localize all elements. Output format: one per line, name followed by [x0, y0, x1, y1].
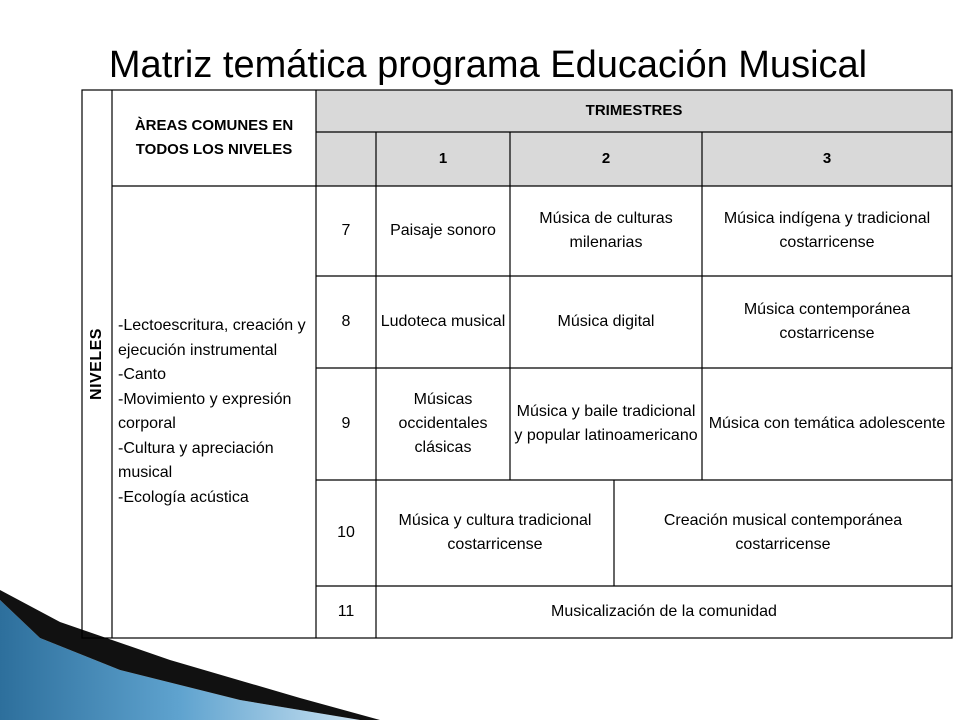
level-9-trimester-2: Música y baile tradicional y popular latinoamericano	[514, 403, 698, 444]
areas-header: ÀREAS COMUNES EN TODOS LOS NIVELES	[134, 117, 294, 158]
trimestres-header: TRIMESTRES	[585, 102, 683, 119]
trimester-1-header: 1	[438, 150, 448, 167]
level-9-trimester-3: Música con temática adolescente	[708, 415, 946, 432]
level-11: 11	[337, 603, 355, 620]
level-10-trimesters-2-3: Creación musical contemporánea costarricense	[663, 512, 903, 553]
level-8-trimester-2: Música digital	[557, 313, 655, 330]
level-8-trimester-1: Ludoteca musical	[380, 313, 506, 330]
level-7-trimester-1: Paisaje sonoro	[390, 222, 496, 239]
level-7-trimester-2: Música de culturas milenarias	[539, 210, 673, 251]
level-8: 8	[341, 313, 351, 330]
areas-list: -Lectoescritura, creación y ejecución instrumental -Canto -Movimiento y expresión corporal -Cultura y apreciación musical -Ecología acústica	[118, 317, 306, 506]
trimester-3-header: 3	[822, 150, 832, 167]
level-11-all-trimesters: Musicalización de la comunidad	[551, 603, 777, 620]
level-10-trimesters-1-2: Música y cultura tradicional costarricense	[398, 512, 592, 553]
level-8-trimester-3: Música contemporánea costarricense	[743, 301, 911, 342]
level-10: 10	[337, 524, 355, 541]
niveles-label	[82, 90, 112, 638]
level-9-trimester-1: Músicas occidentales clásicas	[398, 391, 488, 456]
level-9: 9	[341, 415, 351, 432]
niveles-label-text: NIVELES	[88, 328, 105, 400]
level-7-trimester-3: Música indígena y tradicional costarricense	[723, 210, 931, 251]
level-7: 7	[341, 222, 351, 239]
page-title: Matriz temática programa Educación Musical	[108, 44, 868, 86]
trimester-2-header: 2	[601, 150, 611, 167]
